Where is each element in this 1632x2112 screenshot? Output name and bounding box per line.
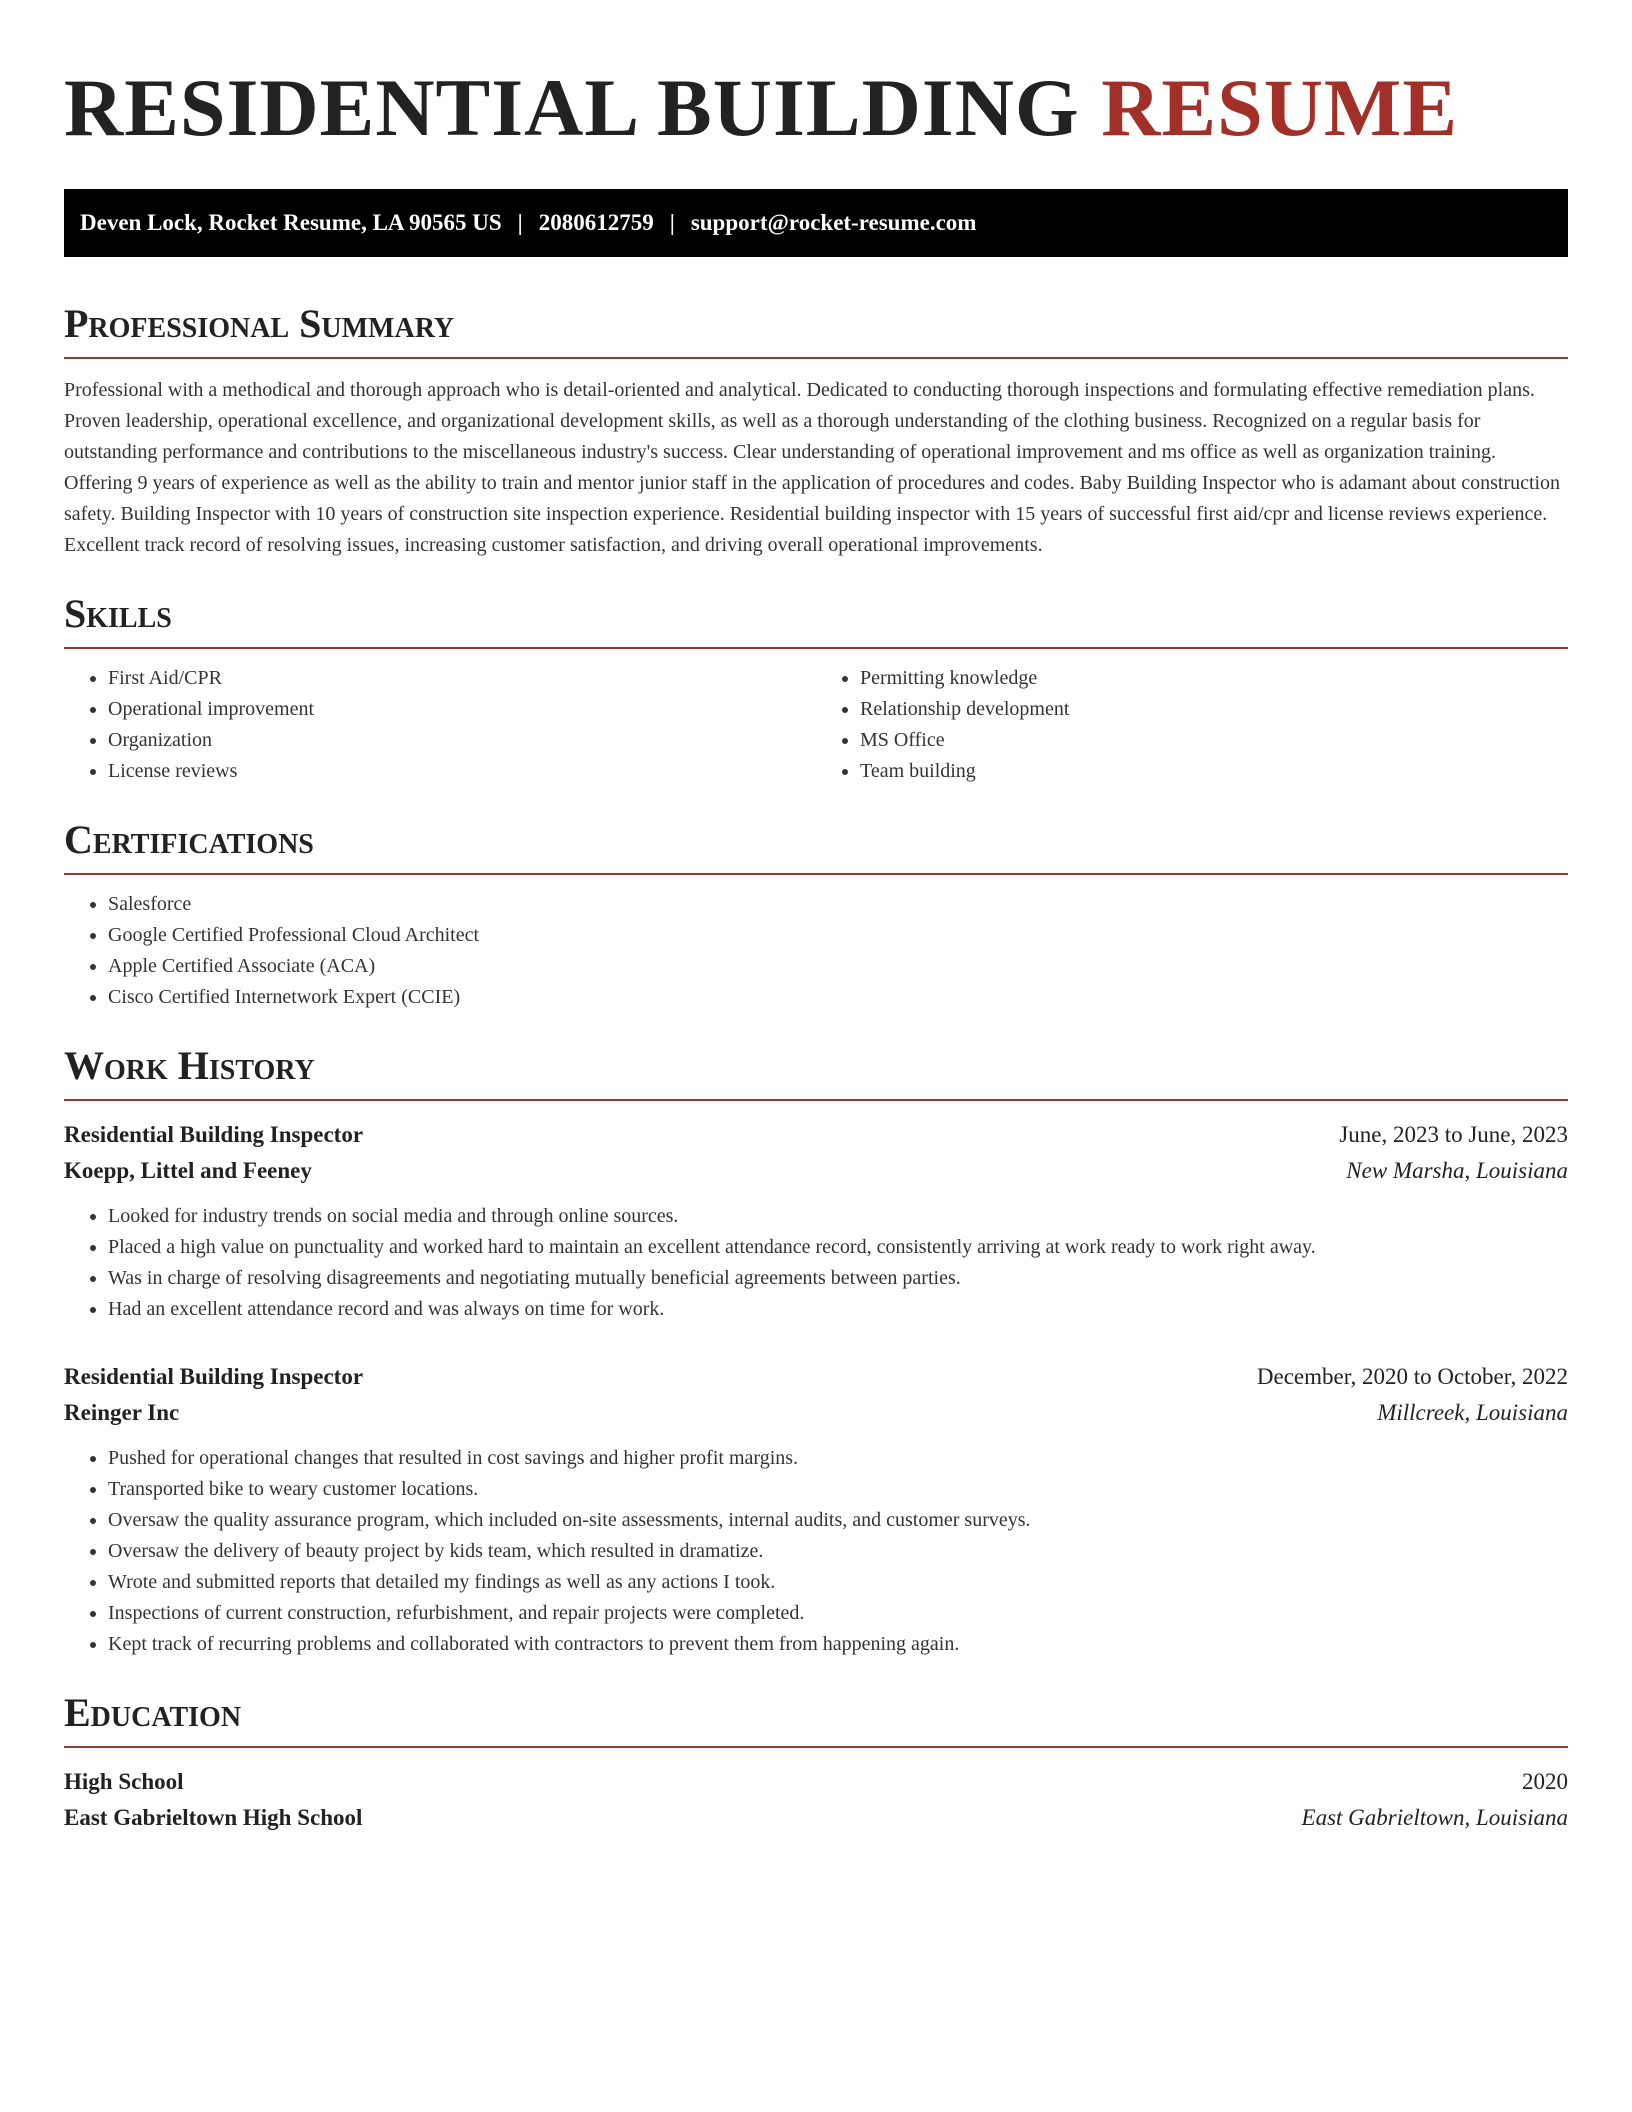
job-dates: June, 2023 to June, 2023 <box>1339 1122 1568 1147</box>
job-bullets <box>64 1443 1568 1660</box>
skill-item: • MS Office <box>860 725 1568 756</box>
job-dates: December, 2020 to October, 2022 <box>1256 1364 1568 1389</box>
summary-heading: Professional Summary <box>64 301 1568 359</box>
summary-text: Professional with a methodical and thorough approach who is detail-oriented and analytical. Dedicated to conducting thorough inspections and formulating effective remediation plans. Proven leadership, operational excellence, and organizational development skills, as well as a thorough understanding of the clothing business. Recognized on a regular basis for outstanding performance and contributions to the miscellaneous industry's success. Clear understanding of operational improvement and ms office as well as organization training. Offering 9 years of experience as well as the ability to train and mentor junior staff in the application of procedures and codes. Baby Building Inspector who is adamant about construction safety. Building Inspector with 10 years of construction site inspection experience. Residential building inspector with 15 years of successful first aid/cpr and license reviews experience. Excellent track record of resolving issues, increasing customer satisfaction, and driving overall operational improvements. <box>64 379 1561 556</box>
contact-address: Deven Lock, Rocket Resume, LA 90565 US <box>80 210 502 235</box>
skills-section <box>64 591 1568 787</box>
certification-item: • Google Certified Professional Cloud Architect <box>108 920 1568 951</box>
job-bullet: • Placed a high value on punctuality and worked hard to maintain an excellent attendance record, consistently arriving at work ready to work right away. <box>108 1232 1568 1263</box>
education-entry <box>64 1764 1568 1836</box>
summary-section <box>64 301 1568 561</box>
education-heading: Education <box>64 1690 1568 1748</box>
job-bullet: • Oversaw the quality assurance program, which included on-site assessments, internal audits, and customer surveys. <box>108 1505 1568 1536</box>
job-entry <box>64 1359 1568 1660</box>
job-company: Koepp, Littel and Feeney <box>64 1158 312 1183</box>
work-history-section <box>64 1043 1568 1660</box>
education-year: 2020 <box>1522 1769 1568 1794</box>
skill-item: • Organization <box>108 725 816 756</box>
job-bullet: • Pushed for operational changes that resulted in cost savings and higher profit margins. <box>108 1443 1568 1474</box>
job-location: Millcreek, Louisiana <box>1377 1400 1568 1425</box>
skills-list-right <box>816 663 1568 787</box>
education-degree: High School <box>64 1769 184 1794</box>
job-bullet: • Wrote and submitted reports that detailed my findings as well as any actions I took. <box>108 1567 1568 1598</box>
title-main: RESIDENTIAL BUILDING <box>64 62 1080 153</box>
title-accent: RESUME <box>1101 62 1459 153</box>
job-bullets <box>64 1201 1568 1325</box>
skills-list-left <box>64 663 816 787</box>
work-history-heading: Work History <box>64 1043 1568 1101</box>
job-bullet: • Kept track of recurring problems and collaborated with contractors to prevent them from happening again. <box>108 1629 1568 1660</box>
resume-title <box>64 56 1568 156</box>
certifications-list <box>64 889 1568 1013</box>
certifications-section <box>64 817 1568 1013</box>
skills-heading: Skills <box>64 591 1568 649</box>
job-title: Residential Building Inspector <box>64 1364 364 1389</box>
skill-item: • Permitting knowledge <box>860 663 1568 694</box>
job-bullet: • Inspections of current construction, refurbishment, and repair projects were completed. <box>108 1598 1568 1629</box>
job-company: Reinger Inc <box>64 1400 180 1425</box>
job-bullet: • Transported bike to weary customer locations. <box>108 1474 1568 1505</box>
education-school: East Gabrieltown High School <box>64 1805 363 1830</box>
skill-item: • Relationship development <box>860 694 1568 725</box>
contact-bar <box>64 189 1568 257</box>
job-bullet: • Was in charge of resolving disagreements and negotiating mutually beneficial agreements between parties. <box>108 1263 1568 1294</box>
contact-email: support@rocket-resume.com <box>690 210 977 235</box>
job-bullet: • Oversaw the delivery of beauty project by kids team, which resulted in dramatize. <box>108 1536 1568 1567</box>
contact-separator: | <box>669 210 675 235</box>
skill-item: • Operational improvement <box>108 694 816 725</box>
skill-item: • License reviews <box>108 756 816 787</box>
education-location: East Gabrieltown, Louisiana <box>1301 1805 1568 1830</box>
skills-grid <box>64 663 1568 787</box>
certification-item: • Cisco Certified Internetwork Expert (CCIE) <box>108 982 1568 1013</box>
skill-item: • Team building <box>860 756 1568 787</box>
contact-separator: | <box>517 210 523 235</box>
job-bullet: • Had an excellent attendance record and was always on time for work. <box>108 1294 1568 1325</box>
skill-item: • First Aid/CPR <box>108 663 816 694</box>
education-section <box>64 1690 1568 1836</box>
job-title: Residential Building Inspector <box>64 1122 364 1147</box>
job-bullet: • Looked for industry trends on social media and through online sources. <box>108 1201 1568 1232</box>
job-location: New Marsha, Louisiana <box>1346 1158 1568 1183</box>
certification-item: • Apple Certified Associate (ACA) <box>108 951 1568 982</box>
job-entry <box>64 1117 1568 1325</box>
certifications-heading: Certifications <box>64 817 1568 875</box>
certification-item: • Salesforce <box>108 889 1568 920</box>
contact-phone: 2080612759 <box>538 210 654 235</box>
